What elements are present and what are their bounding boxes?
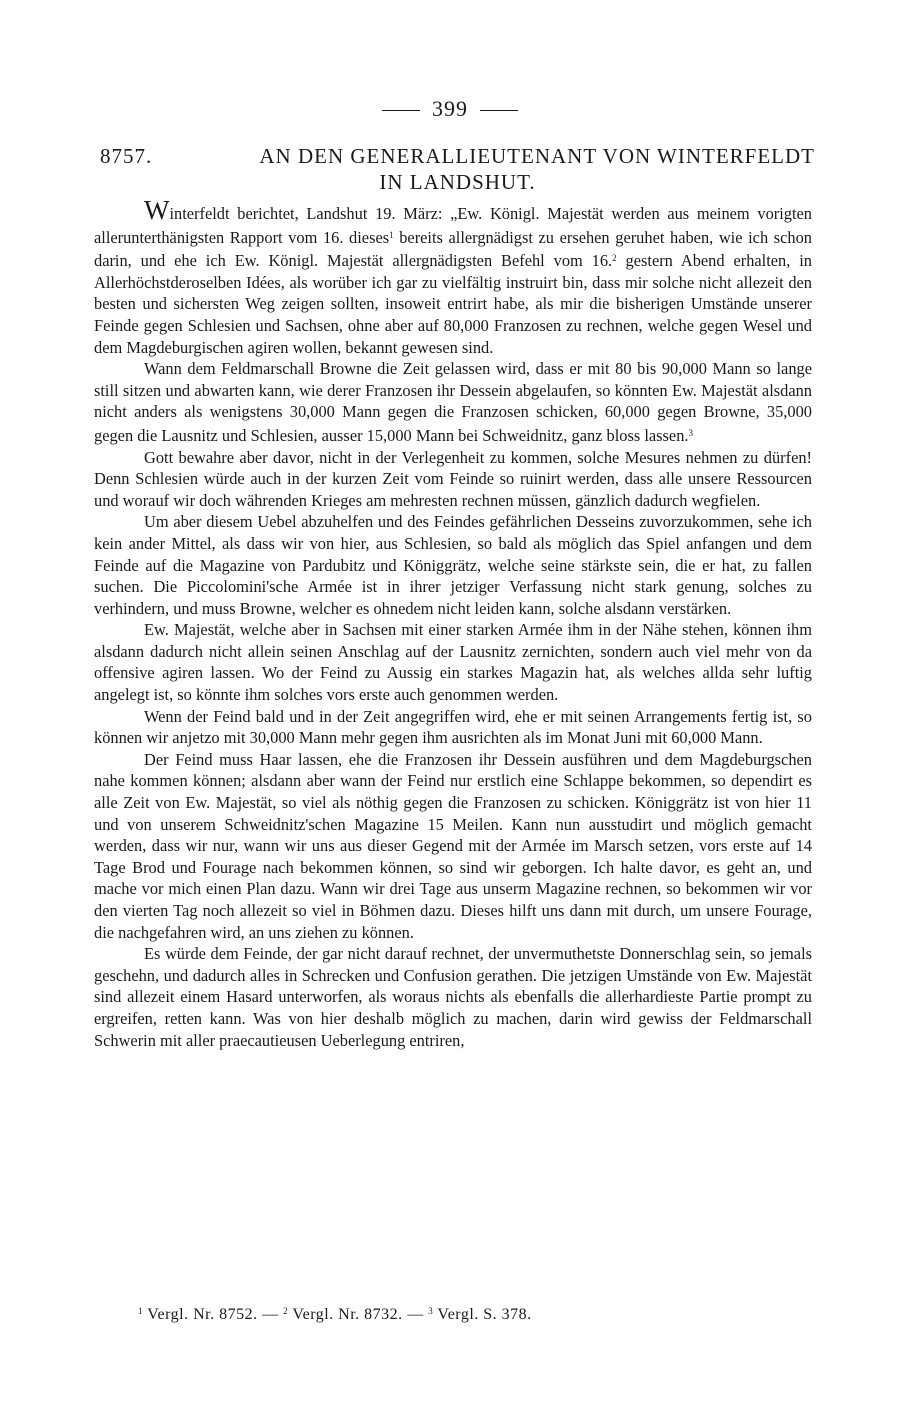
footnote-mark: 2 (283, 1306, 289, 1316)
paragraph: Ew. Majestät, welche aber in Sachsen mit einer starken Armée ihm in der Nähe stehen, können ihm alsdann dadurch nicht allein seinen Anschlag auf der Lausnitz zernichten, sondern auch viel mehr von da offensive agiren lassen. Wo der Feind zu Aussig ein starkes Magazin hat, als welches allda sehr luftig angelegt ist, so könnte ihm solches vors erste auch genommen werden. (94, 620, 812, 705)
page-number-row (0, 96, 900, 122)
footnote-reference: 1 (389, 229, 394, 240)
letter-number: 8757. (100, 144, 153, 168)
paragraph: Um aber diesem Uebel abzuhelfen und des Feindes gefährlichen Desseins zuvorzukommen, sehe ich kein ander Mittel, als dass wir von hier, aus Schlesien, so bald als möglich das Spiel anfangen und dem Feinde auf die Magazine von Pardubitz und Königgrätz, welche seine stärkste sein, die er hat, zu fallen suchen. Die Piccolomini'sche Armée ist in ihrer jetziger Verfassung nicht stark genung, solches zu verhindern, und muss Browne, welcher es ohnedem nicht leiden kann, solche alsdann verstärken. (94, 512, 812, 618)
paragraph-text: bereits allergnädigst zu ersehen geruhet haben, wie ich schon darin, und ehe ich Ew. Königl. Majestät allergnädigsten Befehl vom 16. (94, 227, 813, 271)
footnote-reference: 3 (688, 427, 693, 438)
footnote-text: Vergl. Nr. 8752. (147, 1306, 258, 1323)
footnote-separator: — (407, 1306, 424, 1323)
letter-heading (100, 143, 815, 195)
paragraph: Gott bewahre aber davor, nicht in der Verlegenheit zu kommen, solche Mesures nehmen zu dürfen! Denn Schlesien würde auch in der kurzen Zeit vom Feinde so ruinirt werden, dass alle unsere Ressourcen und worauf wir doch währenden Krieges am mehresten rechnen müssen, gänzlich dadurch wegfielen. (94, 447, 812, 510)
paragraph: Wenn der Feind bald und in der Zeit angegriffen wird, ehe er mit seinen Arrangements fertig ist, so können wir anjetzo mit 30,000 Mann mehr gegen ihm ausrichten als im Monat Juni mit 60,000 Mann. (94, 706, 812, 748)
paragraph-text: interfeldt berichtet, Landshut 19. März: „Ew. Königl. Majestät werden aus meinem vorigten allerunterthänigsten Rapport vom 16. dieses (94, 204, 812, 247)
page-number-dash-left (382, 110, 420, 111)
footnote-reference: 2 (612, 253, 617, 264)
heading-line-1 (100, 143, 815, 169)
heading-title-line-1: AN DEN GENERALLIEUTENANT VON WINTERFELDT (259, 144, 815, 168)
footnote-mark: 3 (428, 1306, 434, 1316)
paragraph (94, 358, 812, 446)
paragraph: Es würde dem Feinde, der gar nicht darauf rechnet, der unvermuthetste Donnerschlag sein, so jemals geschehn, und dadurch alles in Schrecken und Confusion gerathen. Die jetzigen Umstände von Ew. Majestät sind allezeit einem Hasard unterworfen, als woraus nichts als ebenfalls die allerhardieste Partie prompt zu ergreifen, retten kann. Was von hier deshalb möglich zu machen, darin wird gewiss der Feldmarschall Schwerin mit aller praecautieusen Ueberlegung entriren, (94, 944, 812, 1050)
footnotes (138, 1306, 838, 1324)
footnote-separator: — (262, 1306, 279, 1323)
footnote-mark: 1 (138, 1306, 143, 1316)
page-number: 399 (432, 96, 468, 121)
paragraph (94, 195, 813, 358)
paragraph-text: Wann dem Feldmarschall Browne die Zeit gelassen wird, dass er mit 80 bis 90,000 Mann so lange still sitzen und abwarten kann, wie derer Franzosen ihr Dessein abgelaufen, so könnten Ew. Majestät alsdann nicht anders als wenigstens 30,000 Mann gegen die Franzosen schicken, 60,000 gegen Browne, 35,000 gegen die Lausnitz und Schlesien, ausser 15,000 Mann bei Schweidnitz, ganz bloss lassen. (94, 359, 812, 445)
footnote-text: Vergl. S. 378. (437, 1306, 532, 1323)
page-number-dash-right (480, 110, 518, 111)
heading-title-line-2: IN LANDSHUT. (379, 170, 536, 194)
paragraph-text: gestern Abend erhalten, in Allerhöchstderoselben Idées, als worüber ich gar zu vielfältig instruirt bin, dass mir solche nicht allezeit den besten und sichersten Weg zeigen sollten, insoweit entrirt habe, als mir die bisherigen Umstände unserer Feinde gegen Schlesien und Sachsen, ohne aber auf 80,000 Franzosen zu rechnen, welche gegen Wesel und dem Magdeburgischen agiren wollen, bekannt gewesen sind. (94, 251, 812, 357)
footnote-text: Vergl. Nr. 8732. (292, 1306, 403, 1323)
drop-capital: W (144, 195, 170, 225)
paragraph: Der Feind muss Haar lassen, ehe die Franzosen ihr Dessein ausführen und dem Magdeburgschen nahe kommen können; alsdann aber wann der Feind nur erstlich eine Schlappe bekommen, so dependirt es alle Zeit von Ew. Majestät, so viel als nöthig gegen die Franzosen zu schicken. Königgrätz ist von hier 11 und von unserem Schweidnitz'schen Magazine 15 Meilen. Kann nun ausstudirt und möglich gemacht werden, dass wir nur, wann wir uns aus dieser Gegend mit der Armée im Marsch setzen, vors erste auf 14 Tage Brod und Fourage nach bekommen können, so sind wir geborgen. Ich halte davor, es geht an, und mache vor mich einen Plan dazu. Wann wir drei Tage aus unserm Magazine rechnen, so bekommen wir vor den vierten Tag noch allezeit so viel in Böhmen dazu. Dieses hilft uns dann mit durch, um unsere Fourage, die nachgefahren wird, an uns ziehen zu können. (94, 749, 812, 942)
letter-body (94, 195, 813, 1051)
